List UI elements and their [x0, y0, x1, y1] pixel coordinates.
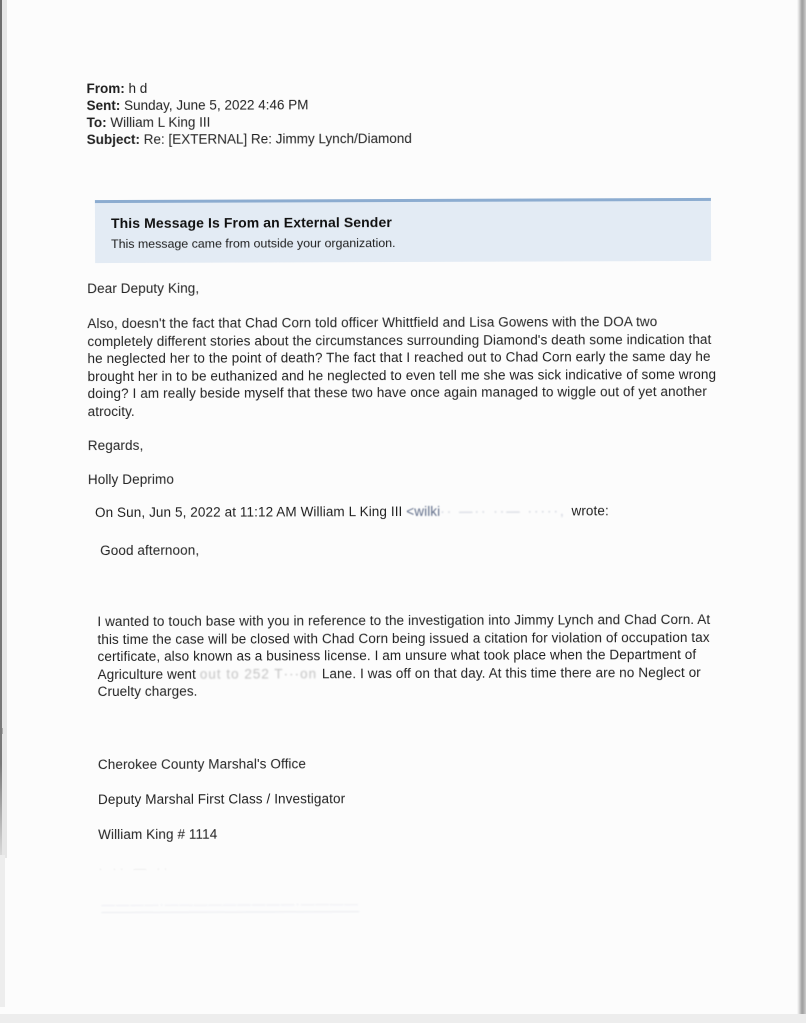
subject-label: Subject:	[86, 131, 140, 148]
quote-attribution-pre: On Sun, Jun 5, 2022 at 11:12 AM William L King III	[94, 503, 407, 521]
email-header	[86, 79, 411, 148]
from-value: h d	[124, 80, 148, 96]
scan-edge-right-strip	[797, 0, 806, 1023]
salutation: Dear Deputy King,	[87, 280, 200, 297]
header-to-row	[87, 113, 412, 131]
redacted-email-visible: <wilki	[406, 503, 441, 519]
sent-label: Sent:	[86, 97, 121, 114]
from-label: From:	[86, 80, 125, 97]
header-subject-row	[87, 130, 412, 148]
to-value: William L King III	[106, 114, 211, 131]
body-paragraph-1: Also, doesn't the fact that Chad Corn told officer Whittfield and Lisa Gowens with the DOA two completely different stories about the circumstances surrounding Diamond's death some indication that he neglected her to the point of death? The fact that I reached out to Chad Corn early the same day he brought her in to be euthanized and he neglected to even tell me she was sick indicative of some wrong doing? I am really beside myself that these two have once again managed to wiggle out of yet another atrocity.	[87, 314, 717, 420]
header-from-row	[86, 79, 411, 97]
to-label: To:	[86, 115, 107, 131]
header-sent-row	[87, 96, 412, 114]
subject-value: Re: [EXTERNAL] Re: Jimmy Lynch/Diamond	[139, 130, 412, 147]
external-banner-title: This Message Is From an External Sender	[110, 214, 392, 232]
quote-attribution-post: wrote:	[571, 503, 609, 519]
sent-value: Sunday, June 5, 2022 4:46 PM	[120, 97, 309, 113]
closing: Regards,	[87, 437, 144, 454]
quoted-paragraph-pre: I wanted to touch base with you in reference to the investigation into Jimmy Lynch and Chad Corn. At this time the case will be closed with Chad Corn being issued a citation for violation of occupation tax certificate, also known as a business license. I am unsure what took place when the Department of Agriculture went	[97, 611, 711, 682]
redacted-address-whiteout: out to 252 T···on	[199, 666, 322, 682]
quoted-paragraph	[97, 611, 729, 701]
quote-attribution-line	[95, 502, 609, 521]
scan-speck	[0, 728, 3, 734]
sender-name: Holly Deprimo	[87, 471, 174, 488]
whiteout-smudge-phone: · ·· — ··	[98, 860, 171, 877]
whiteout-smudge-link: ————·—————————·————	[101, 896, 359, 913]
quoted-paragraph-post: Lane. I was off on that day. At this time there are no Neglect or Cruelty charges.	[97, 664, 701, 700]
redacted-email-whiteout: ·· —·· ··— ·····,	[440, 503, 572, 519]
signature-office: Cherokee County Marshal's Office	[97, 756, 307, 773]
quoted-greeting: Good afternoon,	[100, 542, 200, 559]
signature-title: Deputy Marshal First Class / Investigator	[97, 791, 346, 808]
external-sender-banner	[95, 198, 711, 263]
external-banner-subtitle: This message came from outside your organization.	[111, 236, 396, 252]
scan-edge-bottom-strip	[0, 1014, 806, 1023]
scan-edge-left-lower-strip	[0, 855, 5, 1007]
signature-name: William King # 1114	[98, 826, 218, 843]
